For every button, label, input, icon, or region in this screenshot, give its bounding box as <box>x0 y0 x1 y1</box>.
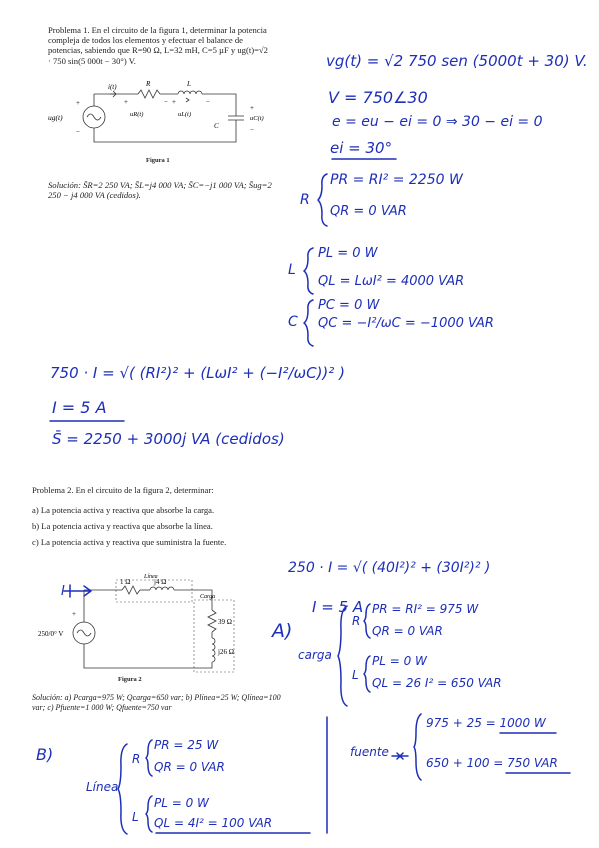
problem1-solution: Solución: S̄R=2 250 VA; S̄L=j4 000 VA; S̄C=−j1 000 VA; S̄ug=2 250 − j4 000 VA (cedidos). <box>48 180 272 201</box>
note-l-reactive: QL = LωI² = 4000 VAR <box>318 274 465 289</box>
note-source-voltage: vg(t) = √2 750 sen (5000t + 30) V. <box>326 52 588 70</box>
note-fuente-reactive: 650 + 100 = 750 VAR <box>426 756 558 770</box>
problem2-item-a: a) La potencia activa y reactiva que absorbe la carga. <box>32 505 215 515</box>
note-part-b-label: B) <box>36 745 54 764</box>
note-b-r-label: R <box>132 752 141 766</box>
note-a-ql: QL = 26 I² = 650 VAR <box>372 676 502 690</box>
load-label: Carga <box>200 594 216 600</box>
problem2-statement: Problema 2. En el circuito de la figura 2, determinar: <box>32 485 214 495</box>
note-b-l-label: L <box>132 810 139 824</box>
figure2-current-label: I <box>61 584 65 599</box>
svg-text:+: + <box>250 104 254 112</box>
figure2-caption: Figura 2 <box>118 676 142 683</box>
svg-text:−: − <box>206 98 210 106</box>
svg-text:−: − <box>250 126 254 134</box>
note-current-equation: 750 · I = √( (RI²)² + (LωI² + (−I²/ωC))² ) <box>50 364 345 382</box>
note-r-active: PR = RI² = 2250 W <box>330 172 463 188</box>
svg-text:−: − <box>76 128 80 136</box>
note-c-reactive: QC = −I²/ωC = −1000 VAR <box>318 316 494 331</box>
svg-text:+: + <box>172 98 176 106</box>
note-part-a-label: A) <box>272 620 293 642</box>
note-b-qr: QR = 0 VAR <box>154 760 225 774</box>
note-l-label: L <box>288 262 296 278</box>
note-b-ql: QL = 4I² = 100 VAR <box>154 816 273 830</box>
note-linea-label: Línea <box>86 780 119 794</box>
note-r-label: R <box>300 192 310 208</box>
note-current-result: I = 5 A <box>52 398 107 417</box>
note-b-pl: PL = 0 W <box>154 796 209 810</box>
note-a-r-label: R <box>352 614 361 628</box>
problem2-solution: Solución: a) Pcarga=975 W; Qcarga=650 var; b) Plínea=25 W; Qlínea=100 var; c) Pfuente=1 000 W; Qfuente=750 var <box>32 693 281 713</box>
figure1-circuit <box>46 80 272 156</box>
line-label: Línea <box>144 574 158 580</box>
problem1-statement: Problema 1. En el circuito de la figura 1, determinar la potencia compleja de todos los elementos y efectuar el balance de potencias, sabiendo que R=90 Ω, L=32 mH, C=5 µF y ug(t)=√2 · 750 sin(5 000t − 30°) V. <box>48 25 268 66</box>
uc-label: uC(t) <box>250 115 264 122</box>
svg-text:+: + <box>76 99 80 107</box>
load-resistance: 39 Ω <box>218 618 232 626</box>
note-b-pr: PR = 25 W <box>154 738 219 752</box>
note-r-reactive: QR = 0 VAR <box>330 204 407 219</box>
svg-text:+: + <box>124 98 128 106</box>
problem2-item-c: c) La potencia activa y reactiva que suministra la fuente. <box>32 537 227 547</box>
source-voltage: 250/0° V <box>38 630 64 638</box>
note-phasor: V = 750∠30 <box>328 88 428 107</box>
note-c-active: PC = 0 W <box>318 298 380 313</box>
note-fuente-active: 975 + 25 = 1000 W <box>426 716 546 730</box>
svg-text:+: + <box>72 610 76 618</box>
ul-label: uL(t) <box>178 111 191 118</box>
line-reactance: j4 Ω <box>154 578 167 586</box>
line-resistance: 1 Ω <box>120 578 131 586</box>
note-a-pr: PR = RI² = 975 W <box>372 602 479 616</box>
note-carga-label: carga <box>298 648 332 662</box>
current-label: i(t) <box>108 83 117 91</box>
inductor-label: L <box>187 80 191 88</box>
note-c-label: C <box>288 314 298 330</box>
load-reactance: j26 Ω <box>218 648 234 656</box>
source-label: ug(t) <box>48 113 63 122</box>
note-a-l-label: L <box>352 668 359 682</box>
note-a-qr: QR = 0 VAR <box>372 624 443 638</box>
note-p2-current-equation: 250 · I = √( (40I²)² + (30I²)² ) <box>288 560 491 576</box>
note-phase-current: ei = 30° <box>330 139 393 157</box>
capacitor-label: C <box>214 122 219 130</box>
note-complex-power: S̄ = 2250 + 3000j VA (cedidos) <box>52 430 285 448</box>
note-p2-current-result: I = 5 A <box>312 598 364 616</box>
problem2-item-b: b) La potencia activa y reactiva que absorbe la línea. <box>32 521 213 531</box>
note-phase-relation: e = eu − ei = 0 ⇒ 30 − ei = 0 <box>332 114 543 130</box>
svg-text:−: − <box>164 98 168 106</box>
note-fuente-label: fuente <box>350 745 389 759</box>
resistor-label: R <box>146 80 151 88</box>
note-a-pl: PL = 0 W <box>372 654 427 668</box>
figure1-caption: Figura 1 <box>146 157 170 164</box>
note-l-active: PL = 0 W <box>318 246 378 261</box>
ur-label: uR(t) <box>130 111 144 118</box>
